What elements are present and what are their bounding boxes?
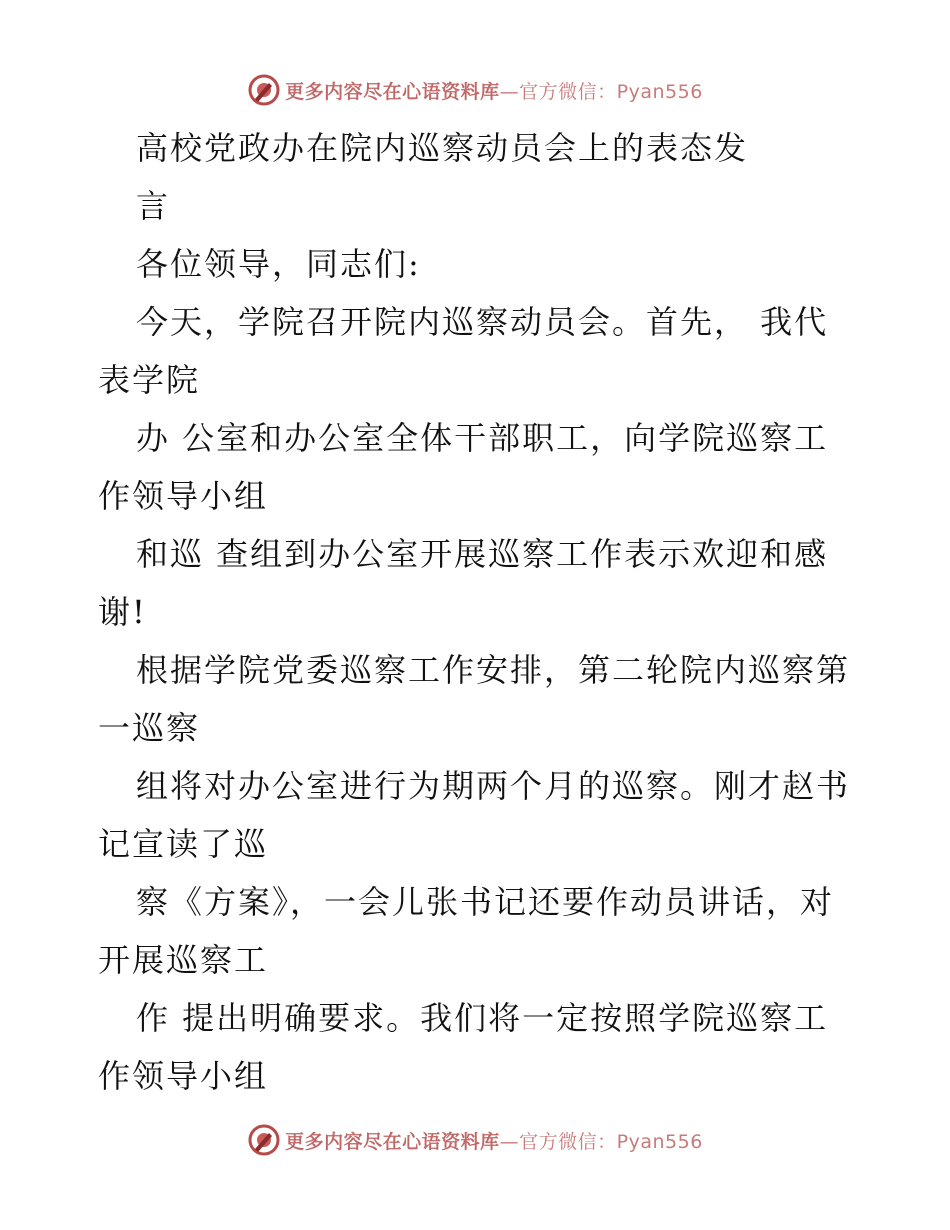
banner-contact: 官方微信：Pyan556	[519, 80, 703, 103]
paragraph-line: 一巡察	[98, 709, 201, 747]
banner-contact: 官方微信：Pyan556	[519, 1130, 703, 1153]
header-banner	[0, 70, 950, 110]
paragraph-line: 组将对办公室进行为期两个月的巡察。刚才赵书	[136, 767, 851, 805]
banner-brand: 更多内容尽在心语资料库	[285, 1130, 500, 1153]
document-title-line-1: 高校党政办在院内巡察动员会上的表态发	[136, 129, 749, 167]
paragraph-line: 和巡 查组到办公室开展巡察工作表示欢迎和感	[136, 535, 829, 573]
brand-logo-icon	[247, 73, 281, 107]
paragraph-line: 作 提出明确要求。我们将一定按照学院巡察工	[136, 999, 829, 1037]
paragraph-line: 作领导小组	[98, 477, 269, 515]
paragraph-line: 根据学院党委巡察工作安排，第二轮院内巡察第	[136, 651, 851, 689]
brand-logo-icon	[247, 1123, 281, 1157]
banner-dash: —	[499, 80, 520, 103]
paragraph-line: 表学院	[98, 361, 201, 399]
paragraph-line: 今天，学院召开院内巡察动员会。首先， 我代	[136, 303, 829, 341]
paragraph-line: 记宣读了巡	[98, 825, 269, 863]
banner-brand: 更多内容尽在心语资料库	[285, 80, 500, 103]
banner-text	[285, 77, 703, 104]
banner-text	[285, 1127, 703, 1154]
greeting: 各位领导，同志们:	[136, 245, 421, 283]
paragraph-line: 办 公室和办公室全体干部职工，向学院巡察工	[136, 419, 829, 457]
banner-dash: —	[499, 1130, 520, 1153]
footer-banner	[0, 1120, 950, 1160]
paragraph-line: 作领导小组	[98, 1057, 269, 1095]
paragraph-line: 开展巡察工	[98, 941, 269, 979]
paragraph-line: 谢!	[98, 593, 147, 631]
paragraph-line: 察《方案》，一会儿张书记还要作动员讲话，对	[136, 883, 835, 921]
document-title-line-2: 言	[136, 187, 171, 225]
